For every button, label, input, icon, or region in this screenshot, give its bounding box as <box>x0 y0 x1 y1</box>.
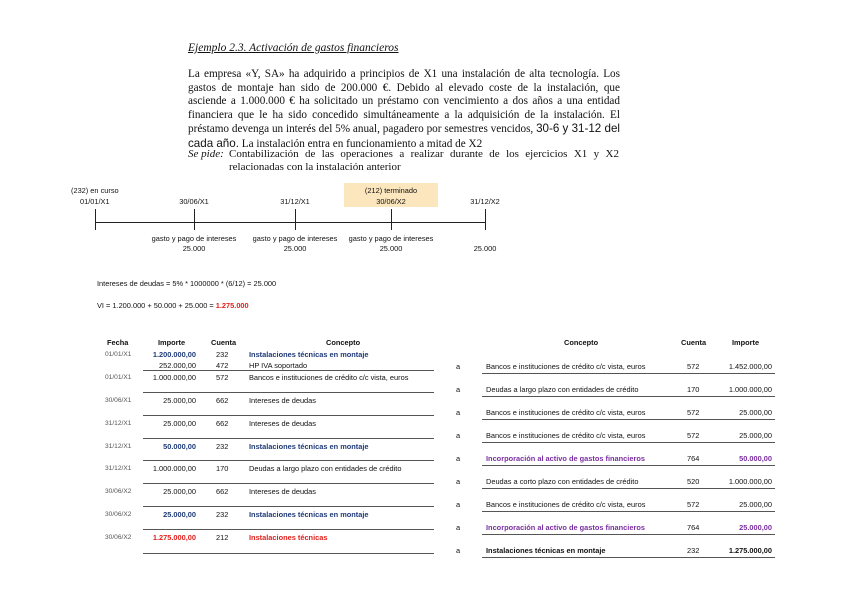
debit-amount: 1.000.000,00 <box>152 373 196 382</box>
paragraph-pre: La empresa «Y, SA» ha adquirido a principios de X1 una instalación de alta tecnología. Los gastos de montaje han sido de 200.000 €. Debido al elevado coste de la instalación, que asciende a 1.000.000 € ha solicitado un préstamo con vencimiento a dos años a una entidad financiera que le ha sido concedido simultáneamente a la adquisición de la instalación. El préstamo devenga un interés del 5% anual, pagadero por semestres vencidos, <box>188 68 620 136</box>
credit-separator <box>482 557 775 558</box>
debit-amount: 25.000,00 <box>163 510 196 519</box>
timeline-note: gasto y pago de intereses <box>151 234 237 243</box>
timeline-date: 01/01/X1 <box>80 197 110 206</box>
credit-concept: Instalaciones técnicas en montaje <box>486 546 606 555</box>
credit-separator <box>482 442 775 443</box>
debit-account: 662 <box>216 419 229 428</box>
credit-amount: 25.000,00 <box>739 431 772 440</box>
credit-account: 170 <box>687 385 700 394</box>
debit-separator <box>143 553 434 554</box>
timeline-tick <box>391 209 392 230</box>
credit-amount: 25.000,00 <box>739 500 772 509</box>
credit-concept: Bancos e instituciones de crédito c/c vista, euros <box>486 408 646 417</box>
credit-separator <box>482 488 775 489</box>
debit-date: 30/06/X1 <box>105 397 132 404</box>
credit-amount: 1.000.000,00 <box>728 477 772 486</box>
debit-amount: 1.275.000,00 <box>152 533 196 542</box>
debit-separator <box>143 438 434 439</box>
credit-account: 572 <box>687 500 700 509</box>
example-paragraph <box>188 68 620 152</box>
credit-a-marker: a <box>456 362 461 371</box>
debit-concept: Instalaciones técnicas en montaje <box>249 510 369 519</box>
credit-a-marker: a <box>456 408 461 417</box>
timeline-tick <box>95 209 96 230</box>
header-concepto: Concepto <box>326 338 361 347</box>
debit-date: 30/06/X2 <box>105 534 132 541</box>
timeline-note: gasto y pago de intereses <box>252 234 338 243</box>
credit-concept: Bancos e instituciones de crédito c/c vista, euros <box>486 500 646 509</box>
timeline-amount: 25.000 <box>283 244 307 253</box>
credit-a-marker: a <box>456 523 461 532</box>
credit-separator <box>482 465 775 466</box>
credit-concept: Bancos e instituciones de crédito c/c vista, euros <box>486 362 646 371</box>
intereses-formula: Intereses de deudas = 5% * 1000000 * (6/12) = 25.000 <box>97 279 277 288</box>
debit-account: 170 <box>216 464 229 473</box>
debit-date: 01/01/X1 <box>105 351 132 358</box>
credit-concept: Deudas a largo plazo con entidades de crédito <box>486 385 639 394</box>
debit-concept: Intereses de deudas <box>249 487 316 496</box>
credit-account: 232 <box>687 546 700 555</box>
paragraph-dates: 30-6 y 31-12 del cada año. <box>188 122 620 150</box>
debit-amount: 25.000,00 <box>163 396 196 405</box>
debit-account: 472 <box>216 361 229 370</box>
credit-a-marker: a <box>456 477 461 486</box>
debit-amount: 25.000,00 <box>163 487 196 496</box>
credit-separator <box>482 419 775 420</box>
debit-date: 31/12/X1 <box>105 443 132 450</box>
header-importe-right: Importe <box>732 338 760 347</box>
credit-account: 572 <box>687 362 700 371</box>
credit-a-marker: a <box>456 385 461 394</box>
credit-account: 520 <box>687 477 700 486</box>
credit-a-marker: a <box>456 431 461 440</box>
credit-account: 572 <box>687 431 700 440</box>
timeline-amount: 25.000 <box>182 244 206 253</box>
debit-separator <box>143 506 434 507</box>
debit-amount: 252.000,00 <box>159 361 196 370</box>
debit-concept: Instalaciones técnicas <box>249 533 328 542</box>
timeline-tick <box>485 209 486 230</box>
header-cuenta-right: Cuenta <box>681 338 707 347</box>
debit-concept: Instalaciones técnicas en montaje <box>249 350 369 359</box>
timeline-date: 31/12/X2 <box>470 197 500 206</box>
debit-amount: 50.000,00 <box>163 442 196 451</box>
vi-formula <box>97 301 249 310</box>
sepide-label: Se pide: <box>188 148 224 160</box>
debit-amount: 25.000,00 <box>163 419 196 428</box>
debit-date: 31/12/X1 <box>105 465 132 472</box>
debit-account: 572 <box>216 373 229 382</box>
credit-a-marker: a <box>456 500 461 509</box>
header-cuenta: Cuenta <box>211 338 237 347</box>
timeline-date: 31/12/X1 <box>280 197 310 206</box>
debit-concept: Intereses de deudas <box>249 396 316 405</box>
credit-amount: 1.275.000,00 <box>728 546 772 555</box>
debit-separator <box>143 392 434 393</box>
debit-amount: 1.000.000,00 <box>152 464 196 473</box>
debit-account: 212 <box>216 533 229 542</box>
timeline-tick <box>194 209 195 230</box>
credit-account: 572 <box>687 408 700 417</box>
debit-separator <box>143 415 434 416</box>
timeline-amount: 25.000 <box>379 244 403 253</box>
timeline-tick <box>295 209 296 230</box>
credit-concept: Deudas a corto plazo con entidades de crédito <box>486 477 639 486</box>
timeline-top-label: (232) en curso <box>71 186 119 195</box>
credit-amount: 50.000,00 <box>739 454 772 463</box>
sepide-text: Contabilización de las operaciones a realizar durante de los ejercicios X1 y X2 relacionadas con la instalación anterior <box>229 148 619 173</box>
debit-concept: HP IVA soportado <box>249 361 308 370</box>
credit-separator <box>482 534 775 535</box>
credit-separator <box>482 373 775 374</box>
debit-date: 01/01/X1 <box>105 374 132 381</box>
credit-separator <box>482 511 775 512</box>
credit-a-marker: a <box>456 546 461 555</box>
credit-amount: 25.000,00 <box>739 523 772 532</box>
debit-date: 30/06/X2 <box>105 511 132 518</box>
timeline-axis <box>95 222 485 223</box>
header-fecha: Fecha <box>107 338 129 347</box>
debit-separator <box>143 370 434 371</box>
debit-date: 30/06/X2 <box>105 488 132 495</box>
credit-a-marker: a <box>456 454 461 463</box>
credit-amount: 1.000.000,00 <box>728 385 772 394</box>
paragraph-post: La instalación entra en funcionamiento a mitad de X2 <box>238 137 483 150</box>
debit-amount: 1.200.000,00 <box>152 350 196 359</box>
header-importe: Importe <box>158 338 186 347</box>
debit-separator <box>143 460 434 461</box>
debit-account: 662 <box>216 487 229 496</box>
vi-prefix: VI = 1.200.000 + 50.000 + 25.000 = <box>97 301 216 310</box>
debit-account: 232 <box>216 510 229 519</box>
debit-account: 232 <box>216 442 229 451</box>
debit-separator <box>143 529 434 530</box>
timeline-note: gasto y pago de intereses <box>348 234 434 243</box>
credit-amount: 1.452.000,00 <box>728 362 772 371</box>
debit-concept: Intereses de deudas <box>249 419 316 428</box>
debit-account: 662 <box>216 396 229 405</box>
timeline-date: 30/06/X1 <box>179 197 209 206</box>
credit-concept: Bancos e instituciones de crédito c/c vista, euros <box>486 431 646 440</box>
vi-result: 1.275.000 <box>215 301 249 310</box>
timeline-amount: 25.000 <box>473 244 497 253</box>
header-concepto-right: Concepto <box>564 338 599 347</box>
debit-concept: Deudas a largo plazo con entidades de crédito <box>249 464 402 473</box>
debit-concept: Bancos e instituciones de crédito c/c vista, euros <box>249 373 409 382</box>
timeline-date: 30/06/X2 <box>376 197 406 206</box>
timeline-top-label: (212) terminado <box>364 186 418 195</box>
example-title: Ejemplo 2.3. Activación de gastos financieros <box>188 42 399 54</box>
debit-account: 232 <box>216 350 229 359</box>
credit-concept: Incorporación al activo de gastos financieros <box>486 523 645 532</box>
credit-account: 764 <box>687 454 700 463</box>
debit-date: 31/12/X1 <box>105 420 132 427</box>
credit-concept: Incorporación al activo de gastos financieros <box>486 454 645 463</box>
debit-separator <box>143 483 434 484</box>
credit-amount: 25.000,00 <box>739 408 772 417</box>
credit-separator <box>482 396 775 397</box>
debit-concept: Instalaciones técnicas en montaje <box>249 442 369 451</box>
credit-account: 764 <box>687 523 700 532</box>
